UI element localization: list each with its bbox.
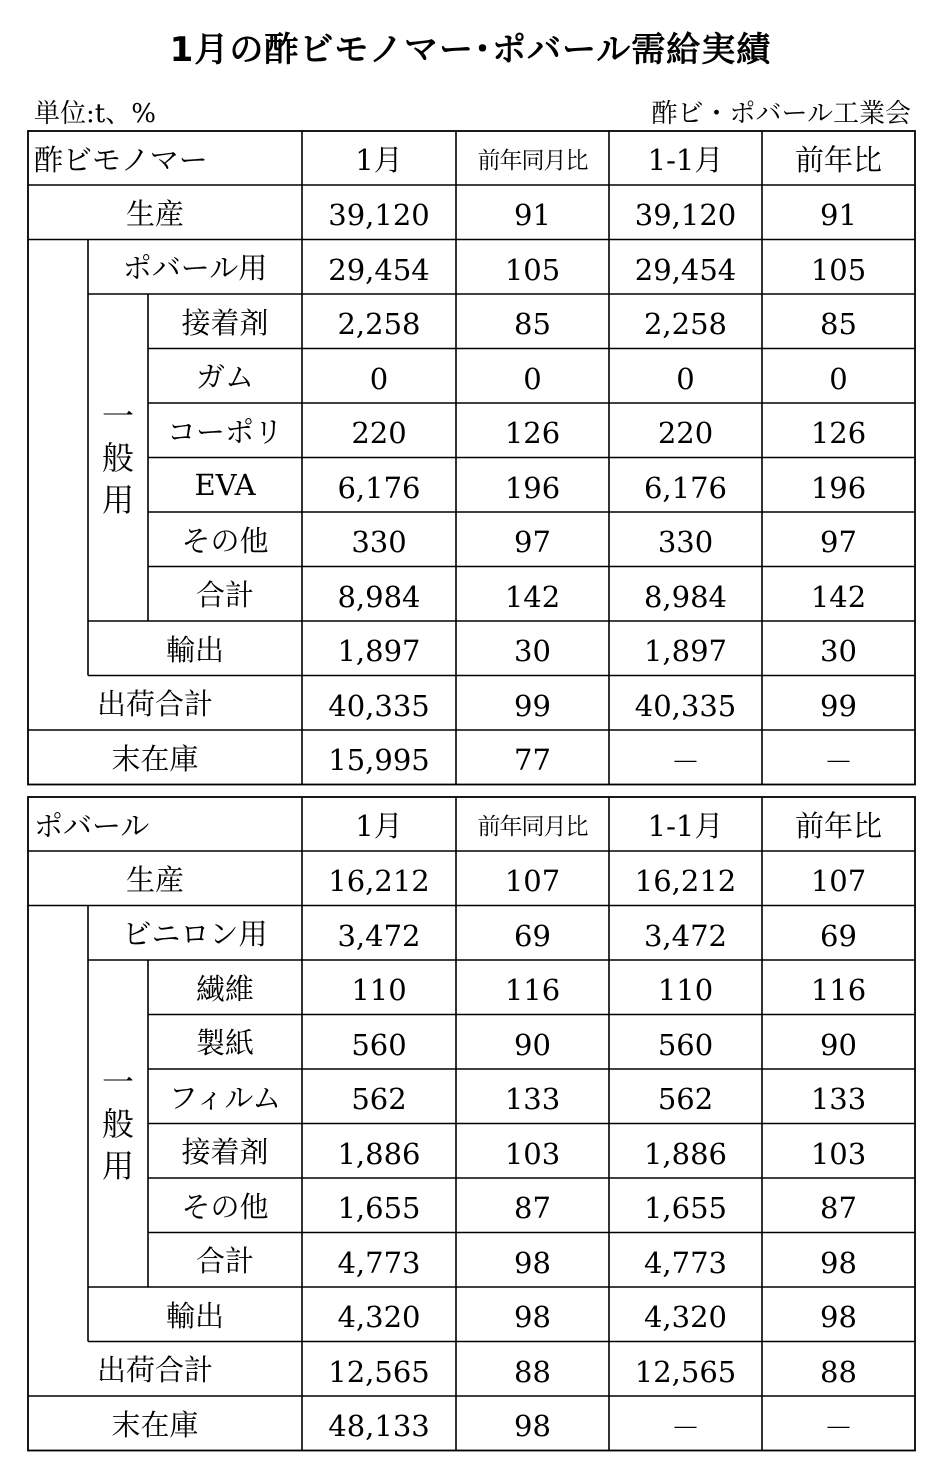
table-cell: 8,984 — [643, 579, 728, 614]
table-cell: 196 — [504, 470, 561, 505]
table-cell: 126 — [504, 416, 561, 451]
table-cell: 98 — [820, 1245, 857, 1280]
table-cell: 2,258 — [643, 307, 728, 342]
table-cell: 30 — [820, 634, 857, 669]
table-cell: 330 — [657, 525, 714, 560]
row-label: 輸出 — [165, 632, 224, 667]
table-cell: 39,120 — [328, 198, 430, 233]
table-cell: － — [823, 1410, 853, 1445]
general-use-char: 用 — [101, 480, 134, 519]
table-cell: 110 — [351, 973, 407, 1008]
table-cell: 12,565 — [328, 1354, 430, 1389]
table-cell: 29,454 — [634, 252, 737, 287]
table-cell: 105 — [810, 252, 867, 287]
table-cell: 1,897 — [643, 634, 728, 669]
table-cell: 87 — [514, 1191, 551, 1226]
table-cell: 48,133 — [328, 1409, 430, 1444]
row-label: ガム — [195, 360, 254, 395]
table-cell: 1,655 — [643, 1191, 728, 1226]
row-label: ビニロン用 — [122, 917, 268, 952]
table-cell: 88 — [514, 1354, 551, 1389]
table-cell: 91 — [820, 198, 857, 233]
row-label: 出荷合計 — [96, 1353, 213, 1388]
row-label: 出荷合計 — [96, 687, 213, 722]
table-cell: 40,335 — [328, 688, 430, 723]
row-label: その他 — [181, 1189, 269, 1224]
table-cell: 142 — [504, 579, 561, 614]
table-cell: 15,995 — [328, 743, 430, 778]
table-cell: 77 — [514, 743, 551, 778]
table-cell: 103 — [504, 1136, 561, 1171]
table-cell: 133 — [810, 1082, 867, 1117]
column-header: 1-1月 — [647, 142, 724, 177]
table-cell: 562 — [351, 1082, 407, 1117]
row-label: 製紙 — [195, 1026, 254, 1061]
table-cell: 40,335 — [634, 688, 737, 723]
table-cell: 1,886 — [337, 1136, 421, 1171]
table-cell: 107 — [504, 864, 561, 899]
table-cell: 90 — [514, 1027, 551, 1062]
row-label: ポバール用 — [122, 251, 268, 286]
row-label: 接着剤 — [181, 1135, 269, 1170]
table-cell: 220 — [351, 416, 407, 451]
row-label: 末在庫 — [111, 1407, 199, 1442]
table-cell: 142 — [810, 579, 867, 614]
table-cell: 133 — [504, 1082, 561, 1117]
table-cell: 12,565 — [634, 1354, 737, 1389]
table-cell: 30 — [514, 634, 551, 669]
table-cell: 85 — [514, 307, 551, 342]
table-cell: 1,655 — [337, 1191, 421, 1226]
column-header: 1-1月 — [647, 808, 724, 843]
table-cell: 1,886 — [643, 1136, 728, 1171]
table-cell: 6,176 — [643, 470, 728, 505]
table-cell: 4,320 — [643, 1300, 728, 1335]
table-cell: 6,176 — [337, 470, 421, 505]
row-label: EVA — [194, 467, 256, 502]
table-cell: 562 — [657, 1082, 714, 1117]
table-cell: 3,472 — [337, 918, 421, 953]
table-cell: 8,984 — [337, 579, 421, 614]
table-cell: 0 — [676, 361, 695, 396]
table-cell: 4,773 — [643, 1245, 728, 1280]
table-cell: 103 — [810, 1136, 867, 1171]
table-cell: － — [670, 744, 700, 779]
row-label: 生産 — [125, 196, 184, 231]
column-header: 1月 — [355, 808, 403, 843]
table-cell: 116 — [810, 973, 867, 1008]
table-cell: 560 — [351, 1027, 407, 1062]
table-cell: 220 — [657, 416, 714, 451]
table-cell: 97 — [820, 525, 857, 560]
table-cell: 4,320 — [337, 1300, 421, 1335]
table-cell: 116 — [504, 973, 561, 1008]
table-cell: 2,258 — [337, 307, 421, 342]
table-cell: 98 — [514, 1245, 551, 1280]
general-use-char: 用 — [101, 1146, 134, 1185]
table-title: 酢ビモノマー — [34, 142, 208, 177]
row-label: その他 — [181, 523, 269, 558]
table-cell: 330 — [351, 525, 407, 560]
general-use-char: 般 — [101, 438, 134, 477]
general-use-char: 一 — [101, 396, 134, 435]
table-cell: 69 — [820, 918, 857, 953]
table-cell: 98 — [514, 1300, 551, 1335]
column-header: 前年比 — [794, 142, 882, 177]
general-use-char: 般 — [101, 1104, 134, 1143]
table-cell: 1,897 — [337, 634, 421, 669]
column-header: 1月 — [355, 142, 403, 177]
row-label: コーポリ — [166, 414, 283, 449]
table-cell: 91 — [514, 198, 551, 233]
page-title: 1月の酢ビモノマー･ポバール需給実績 — [169, 30, 772, 70]
table-cell: 97 — [514, 525, 551, 560]
column-header: 前年比 — [794, 808, 882, 843]
source-label: 酢ビ・ポバール工業会 — [651, 99, 911, 129]
row-label: 末在庫 — [111, 741, 199, 776]
table-cell: 69 — [514, 918, 551, 953]
table-cell: 4,773 — [337, 1245, 421, 1280]
table-cell: 85 — [820, 307, 857, 342]
table-cell: 196 — [810, 470, 867, 505]
general-use-char: 一 — [101, 1062, 134, 1101]
table-cell: 107 — [810, 864, 867, 899]
column-header: 前年同月比 — [477, 147, 588, 174]
row-label: 合計 — [195, 1244, 254, 1279]
row-label: 生産 — [125, 862, 184, 897]
table-cell: － — [823, 744, 853, 779]
table-cell: 0 — [829, 361, 848, 396]
table-cell: 88 — [820, 1354, 857, 1389]
row-label: 接着剤 — [181, 305, 269, 340]
table-cell: 98 — [514, 1409, 551, 1444]
row-label: 輸出 — [165, 1298, 224, 1333]
table-cell: 110 — [657, 973, 714, 1008]
table-cell: 105 — [504, 252, 561, 287]
table-cell: 39,120 — [634, 198, 737, 233]
table-cell: 98 — [820, 1300, 857, 1335]
table-cell: 16,212 — [634, 864, 737, 899]
table-cell: 87 — [820, 1191, 857, 1226]
table-cell: 126 — [810, 416, 867, 451]
table-cell: 29,454 — [328, 252, 430, 287]
table-cell: 16,212 — [328, 864, 430, 899]
table-cell: 560 — [657, 1027, 714, 1062]
table-cell: 99 — [820, 688, 857, 723]
table-cell: 99 — [514, 688, 551, 723]
table-cell: 0 — [523, 361, 542, 396]
table-cell: 3,472 — [643, 918, 728, 953]
table-cell: － — [670, 1410, 700, 1445]
row-label: フィルム — [168, 1080, 282, 1115]
table-cell: 90 — [820, 1027, 857, 1062]
row-label: 合計 — [195, 578, 254, 613]
column-header: 前年同月比 — [477, 813, 588, 840]
unit-label: 単位:t、% — [34, 99, 156, 129]
table-cell: 0 — [369, 361, 389, 396]
general-use-label — [88, 294, 148, 621]
general-use-label — [88, 960, 148, 1287]
table-title: ポバール — [34, 808, 150, 843]
row-label: 繊維 — [195, 971, 254, 1006]
